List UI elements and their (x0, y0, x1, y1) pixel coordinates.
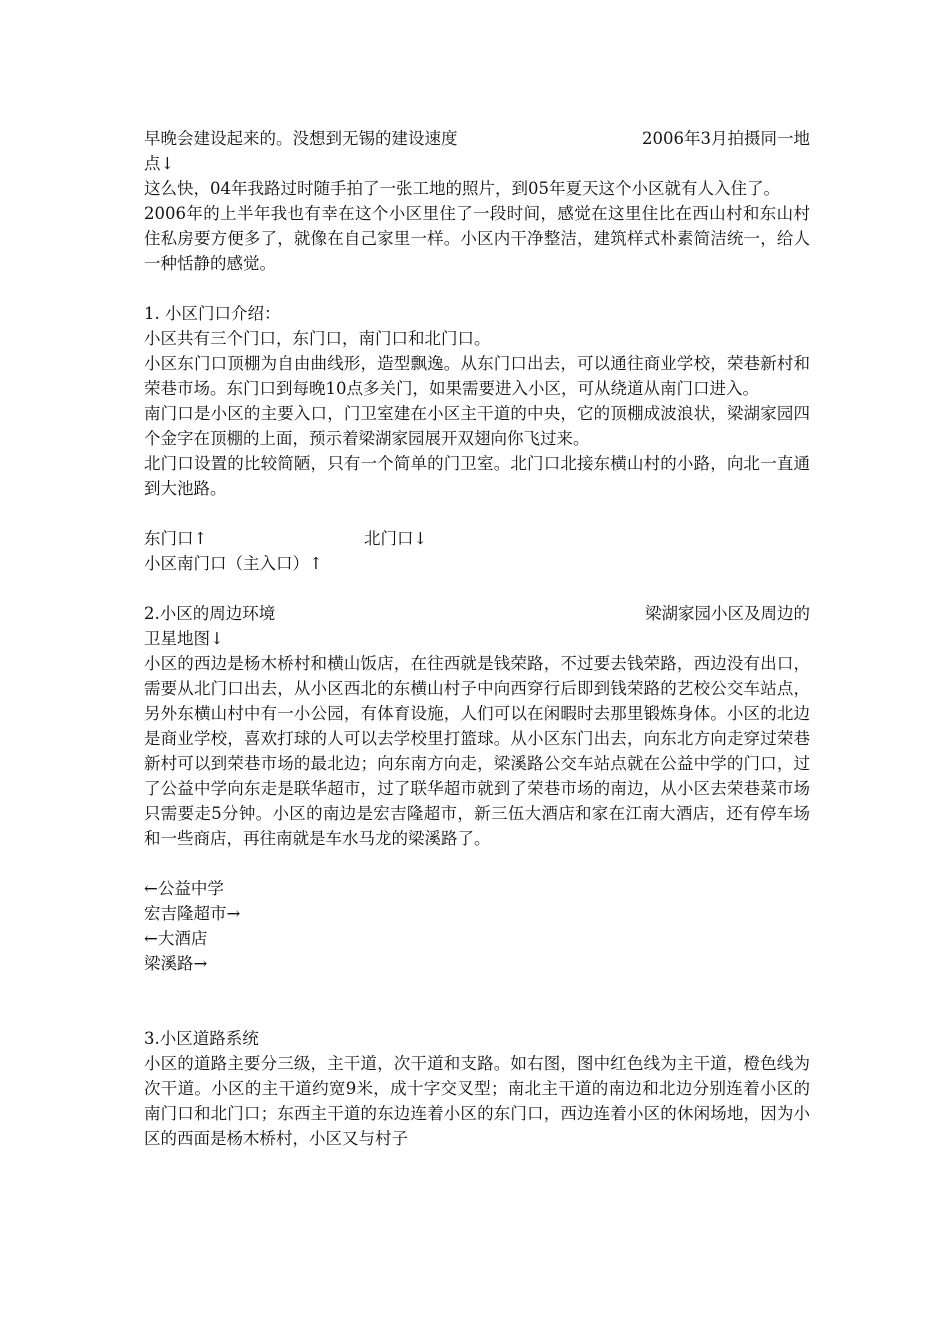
spacer (144, 976, 810, 1001)
intro-paragraph-1: 这么快，04年我路过时随手拍了一张工地的照片，到05年夏天这个小区就有人入住了。 (144, 179, 780, 198)
section-1-heading: 1. 小区门口介绍： (144, 304, 281, 323)
spacer (144, 851, 810, 876)
section-1-paragraph-4: 北门口设置的比较简陋，只有一个简单的门卫室。北门口北接东横山村的小路，向北一直通到大池路。 (144, 454, 810, 498)
section-1-paragraph-1: 小区共有三个门口，东门口，南门口和北门口。 (144, 329, 491, 348)
south-gate-caption: 小区南门口（主入口）↑ (144, 554, 323, 573)
photo-label-road: 梁溪路→ (144, 954, 208, 973)
photo-label-hotel: ←大酒店 (144, 929, 208, 948)
section-3-body: 小区的道路主要分三级，主干道，次干道和支路。如右图，图中红色线为主干道，橙色线为次干道。小区的主干道约宽9米，成十字交叉型；南北主干道的南边和北边分别连着小区的南门口和北门口；东西主干道的东边连着小区的东门口，西边连着小区的休闲场地，因为小区的西面是杨木桥村，小区又与村子 (144, 1054, 810, 1148)
section-1-paragraph-2: 小区东门口顶棚为自由曲线形，造型飘逸。从东门口出去，可以通往商业学校，荣巷新村和荣巷市场。东门口到每晚10点多关门，如果需要进入小区，可从绕道从南门口进入。 (144, 354, 810, 398)
section-2-heading: 2.小区的周边环境 (144, 604, 276, 623)
map-caption-continued: 卫星地图↓ (144, 629, 224, 648)
section-2-body: 小区的西边是杨木桥村和横山饭店，在往西就是钱荣路，不过要去钱荣路，西边没有出口，需要从北门口出去，从小区西北的东横山村子中向西穿行后即到钱荣路的艺校公交车站点，另外东横山村中有一小公园，有体育设施，人们可以在闲暇时去那里锻炼身体。小区的北边是商业学校，喜欢打球的人可以去学校里打篮球。从小区东门出去，向东北方向走穿过荣巷新村可以到荣巷市场的最北边；向东南方向走，梁溪路公交车站点就在公益中学的门口，过了公益中学向东走是联华超市，过了联华超市就到了荣巷市场的南边，从小区去荣巷菜市场只需要走5分钟。小区的南边是宏吉隆超市，新三伍大酒店和家在江南大酒店，还有停车场和一些商店，再往南就是车水马龙的梁溪路了。 (144, 654, 810, 848)
spacer (144, 576, 810, 601)
intro-line-1 (144, 126, 810, 151)
section-2-heading-line (144, 601, 810, 626)
map-caption: 梁湖家园小区及周边的 (645, 604, 810, 623)
intro-text-left: 早晚会建设起来的。没想到无锡的建设速度 (144, 129, 458, 148)
spacer (144, 1001, 810, 1026)
photo-caption-continued: 点↓ (144, 154, 175, 173)
photo-caption-2006: 2006年3月拍摄同一地 (642, 129, 810, 148)
north-gate-caption: 北门口↓ (364, 529, 428, 548)
spacer (144, 276, 810, 301)
intro-paragraph-2: 2006年的上半年我也有幸在这个小区里住了一段时间，感觉在这里住比在西山村和东山村住私房要方便多了，就像在自己家里一样。小区内干净整洁，建筑样式朴素简洁统一，给人一种恬静的感觉。 (144, 204, 810, 273)
east-gate-caption: 东门口↑ (144, 529, 208, 548)
photo-label-supermarket: 宏吉隆超市→ (144, 904, 241, 923)
section-1-paragraph-3: 南门口是小区的主要入口，门卫室建在小区主干道的中央，它的顶棚成波浪状，梁湖家园四个金字在顶棚的上面，预示着梁湖家园展开双翅向你飞过来。 (144, 404, 810, 448)
gate-captions (144, 526, 810, 551)
section-3-heading: 3.小区道路系统 (144, 1029, 259, 1048)
spacer (144, 501, 810, 526)
document-page (144, 126, 810, 1151)
photo-label-school: ←公益中学 (144, 879, 224, 898)
